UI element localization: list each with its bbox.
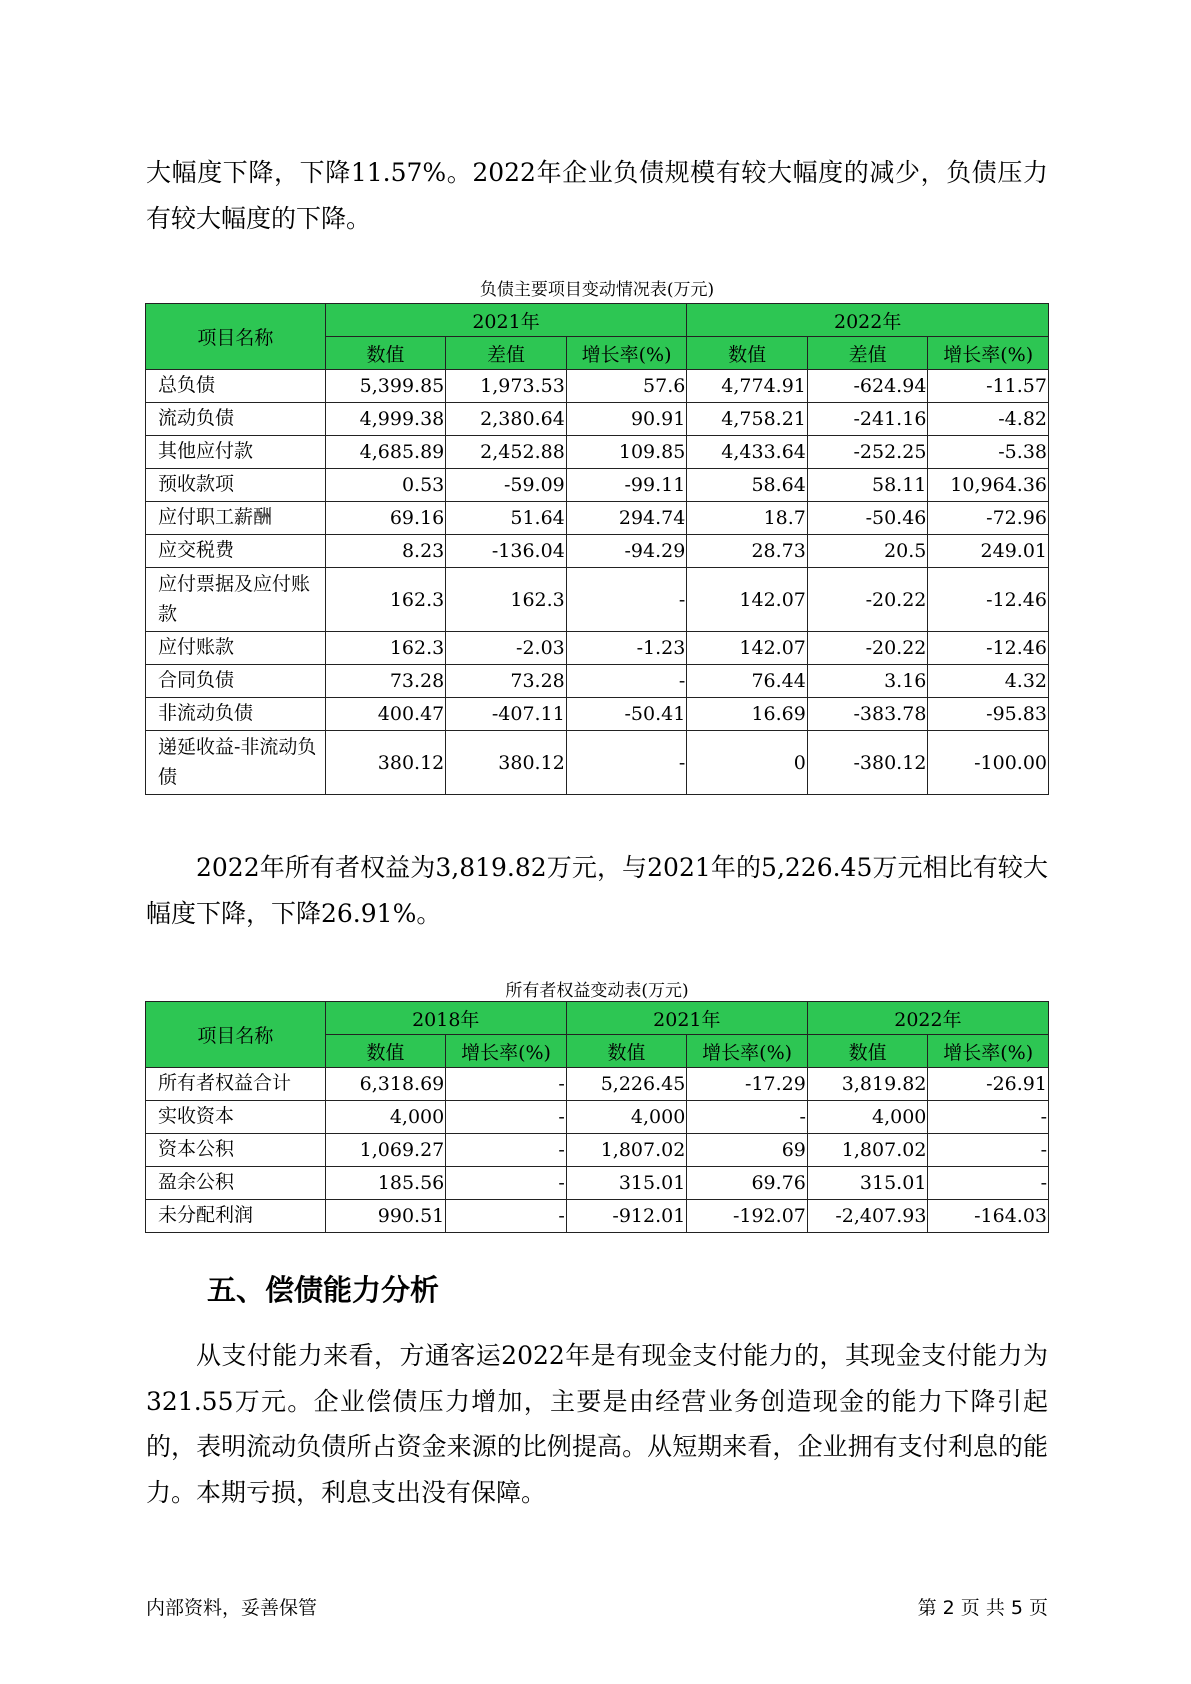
table-cell: 76.44 (687, 665, 808, 698)
table-cell: -136.04 (446, 535, 567, 568)
table-row (146, 370, 1049, 403)
table-cell: - (446, 1134, 567, 1167)
equity-paragraph: 2022年所有者权益为3,819.82万元，与2021年的5,226.45万元相比有较大幅度下降，下降26.91%。 (146, 853, 1048, 928)
table-cell: - (928, 1167, 1049, 1200)
table-cell: 185.56 (325, 1167, 446, 1200)
footer-confidential-note: 内部资料，妥善保管 (146, 1597, 318, 1619)
table-cell: -94.29 (566, 535, 687, 568)
table-cell: -50.41 (566, 698, 687, 731)
table-cell: 51.64 (446, 502, 567, 535)
table-cell: 4,000 (807, 1101, 928, 1134)
table-cell: 4,000 (566, 1101, 687, 1134)
table-cell: -4.82 (928, 403, 1049, 436)
table-cell: 1,973.53 (446, 370, 567, 403)
table-cell: 3,819.82 (807, 1068, 928, 1101)
table-cell: 162.3 (446, 568, 567, 632)
row-label: 所有者权益合计 (146, 1068, 326, 1101)
table-cell: 57.6 (566, 370, 687, 403)
column-header: 增长率(%) (928, 337, 1049, 370)
table-cell: -95.83 (928, 698, 1049, 731)
table-row (146, 698, 1049, 731)
table-cell: 28.73 (687, 535, 808, 568)
table-cell: -12.46 (928, 568, 1049, 632)
table-cell: 380.12 (446, 731, 567, 795)
row-label: 资本公积 (146, 1134, 326, 1167)
column-header: 增长率(%) (928, 1035, 1049, 1068)
table-cell: -100.00 (928, 731, 1049, 795)
table-cell: 2,452.88 (446, 436, 567, 469)
table-cell: 4,000 (325, 1101, 446, 1134)
table-cell: 73.28 (325, 665, 446, 698)
table-cell: 4.32 (928, 665, 1049, 698)
table-cell: 69 (687, 1134, 808, 1167)
table-row (146, 535, 1049, 568)
row-label: 预收款项 (146, 469, 326, 502)
table-cell: - (446, 1167, 567, 1200)
solvency-paragraph: 从支付能力来看，方通客运2022年是有现金支付能力的，其现金支付能力为321.55万元。企业偿债压力增加，主要是由经营业务创造现金的能力下降引起的，表明流动负债所占资金来源的比例提高。从短期来看，企业拥有支付利息的能力。本期亏损，利息支出没有保障。 (146, 1341, 1048, 1507)
table-cell: 400.47 (325, 698, 446, 731)
table-cell: -2.03 (446, 632, 567, 665)
row-label: 非流动负债 (146, 698, 326, 731)
table-cell: 142.07 (687, 632, 808, 665)
row-label: 应付账款 (146, 632, 326, 665)
table-cell: 315.01 (807, 1167, 928, 1200)
table-cell: -252.25 (807, 436, 928, 469)
table-cell: - (566, 665, 687, 698)
table-cell: 90.91 (566, 403, 687, 436)
year-header: 2022年 (807, 1002, 1048, 1035)
table-cell: -380.12 (807, 731, 928, 795)
table-cell: 20.5 (807, 535, 928, 568)
table-cell: - (687, 1101, 808, 1134)
table-cell: 4,774.91 (687, 370, 808, 403)
table-cell: -72.96 (928, 502, 1049, 535)
table-cell: -912.01 (566, 1200, 687, 1233)
table-cell: 6,318.69 (325, 1068, 446, 1101)
table-cell: -11.57 (928, 370, 1049, 403)
table-cell: 294.74 (566, 502, 687, 535)
table-cell: - (446, 1200, 567, 1233)
year-header: 2018年 (325, 1002, 566, 1035)
table-row (146, 665, 1049, 698)
table-cell: - (928, 1101, 1049, 1134)
table-cell: -241.16 (807, 403, 928, 436)
table-cell: 990.51 (325, 1200, 446, 1233)
column-header: 数值 (566, 1035, 687, 1068)
table-cell: 162.3 (325, 632, 446, 665)
table-cell: -59.09 (446, 469, 567, 502)
table-cell: 58.64 (687, 469, 808, 502)
table-cell: -407.11 (446, 698, 567, 731)
row-label: 总负债 (146, 370, 326, 403)
table-cell: 10,964.36 (928, 469, 1049, 502)
column-header: 数值 (687, 337, 808, 370)
table-cell: 18.7 (687, 502, 808, 535)
table-cell: 3.16 (807, 665, 928, 698)
column-header: 数值 (325, 337, 446, 370)
table-cell: -5.38 (928, 436, 1049, 469)
table-cell: 162.3 (325, 568, 446, 632)
table-cell: 4,685.89 (325, 436, 446, 469)
item-name-header: 项目名称 (146, 304, 326, 370)
table-cell: -26.91 (928, 1068, 1049, 1101)
table-cell: - (928, 1134, 1049, 1167)
column-header: 增长率(%) (446, 1035, 567, 1068)
column-header: 增长率(%) (566, 337, 687, 370)
table-cell: 4,999.38 (325, 403, 446, 436)
year-header: 2021年 (566, 1002, 807, 1035)
row-label: 应付票据及应付账款 (146, 568, 326, 632)
table-row (146, 469, 1049, 502)
table-cell: -624.94 (807, 370, 928, 403)
row-label: 应付职工薪酬 (146, 502, 326, 535)
table-row (146, 1101, 1049, 1134)
table-cell: -383.78 (807, 698, 928, 731)
table-cell: 1,069.27 (325, 1134, 446, 1167)
row-label: 递延收益-非流动负债 (146, 731, 326, 795)
table-cell: 5,226.45 (566, 1068, 687, 1101)
year-header: 2021年 (325, 304, 687, 337)
row-label: 应交税费 (146, 535, 326, 568)
equity-table-caption: 所有者权益变动表(万元) (505, 981, 689, 1001)
table-cell: 1,807.02 (807, 1134, 928, 1167)
table-row (146, 632, 1049, 665)
table-cell: -192.07 (687, 1200, 808, 1233)
table-cell: 5,399.85 (325, 370, 446, 403)
table-row (146, 731, 1049, 795)
table-row (146, 1200, 1049, 1233)
table-cell: 4,433.64 (687, 436, 808, 469)
column-header: 差值 (807, 337, 928, 370)
table-cell: 0 (687, 731, 808, 795)
row-label: 盈余公积 (146, 1167, 326, 1200)
equity-change-table (145, 1001, 1049, 1233)
row-label: 实收资本 (146, 1101, 326, 1134)
column-header: 数值 (325, 1035, 446, 1068)
table-cell: 249.01 (928, 535, 1049, 568)
table-row (146, 403, 1049, 436)
table-cell: -99.11 (566, 469, 687, 502)
table-cell: - (446, 1101, 567, 1134)
table-cell: 69.76 (687, 1167, 808, 1200)
table-row (146, 1068, 1049, 1101)
item-name-header: 项目名称 (146, 1002, 326, 1068)
table-cell: -20.22 (807, 568, 928, 632)
table-cell: -17.29 (687, 1068, 808, 1101)
table-cell: 16.69 (687, 698, 808, 731)
table-cell: 1,807.02 (566, 1134, 687, 1167)
table-cell: 315.01 (566, 1167, 687, 1200)
table-row (146, 1134, 1049, 1167)
column-header: 数值 (807, 1035, 928, 1068)
table-cell: 69.16 (325, 502, 446, 535)
section-heading: 五、偿债能力分析 (207, 1273, 440, 1307)
row-label: 其他应付款 (146, 436, 326, 469)
table-row (146, 568, 1049, 632)
liability-change-table (145, 303, 1049, 795)
table-cell: -1.23 (566, 632, 687, 665)
table-row (146, 436, 1049, 469)
table-cell: 380.12 (325, 731, 446, 795)
table-cell: -2,407.93 (807, 1200, 928, 1233)
table-cell: -12.46 (928, 632, 1049, 665)
table-cell: -164.03 (928, 1200, 1049, 1233)
table-cell: - (446, 1068, 567, 1101)
table-cell: 58.11 (807, 469, 928, 502)
table-cell: 2,380.64 (446, 403, 567, 436)
year-header: 2022年 (687, 304, 1049, 337)
table-cell: 4,758.21 (687, 403, 808, 436)
table-cell: 109.85 (566, 436, 687, 469)
intro-paragraph: 大幅度下降，下降11.57%。2022年企业负债规模有较大幅度的减少，负债压力有较大幅度的下降。 (146, 158, 1048, 233)
table-cell: -50.46 (807, 502, 928, 535)
table-cell: 73.28 (446, 665, 567, 698)
table-cell: - (566, 731, 687, 795)
table-row (146, 1167, 1049, 1200)
table-cell: 0.53 (325, 469, 446, 502)
row-label: 合同负债 (146, 665, 326, 698)
row-label: 流动负债 (146, 403, 326, 436)
footer-page-number: 第 2 页 共 5 页 (917, 1597, 1048, 1619)
liability-table-caption: 负债主要项目变动情况表(万元) (479, 280, 715, 300)
table-cell: 8.23 (325, 535, 446, 568)
table-cell: -20.22 (807, 632, 928, 665)
column-header: 增长率(%) (687, 1035, 808, 1068)
table-cell: 142.07 (687, 568, 808, 632)
table-cell: - (566, 568, 687, 632)
column-header: 差值 (446, 337, 567, 370)
row-label: 未分配利润 (146, 1200, 326, 1233)
table-row (146, 502, 1049, 535)
